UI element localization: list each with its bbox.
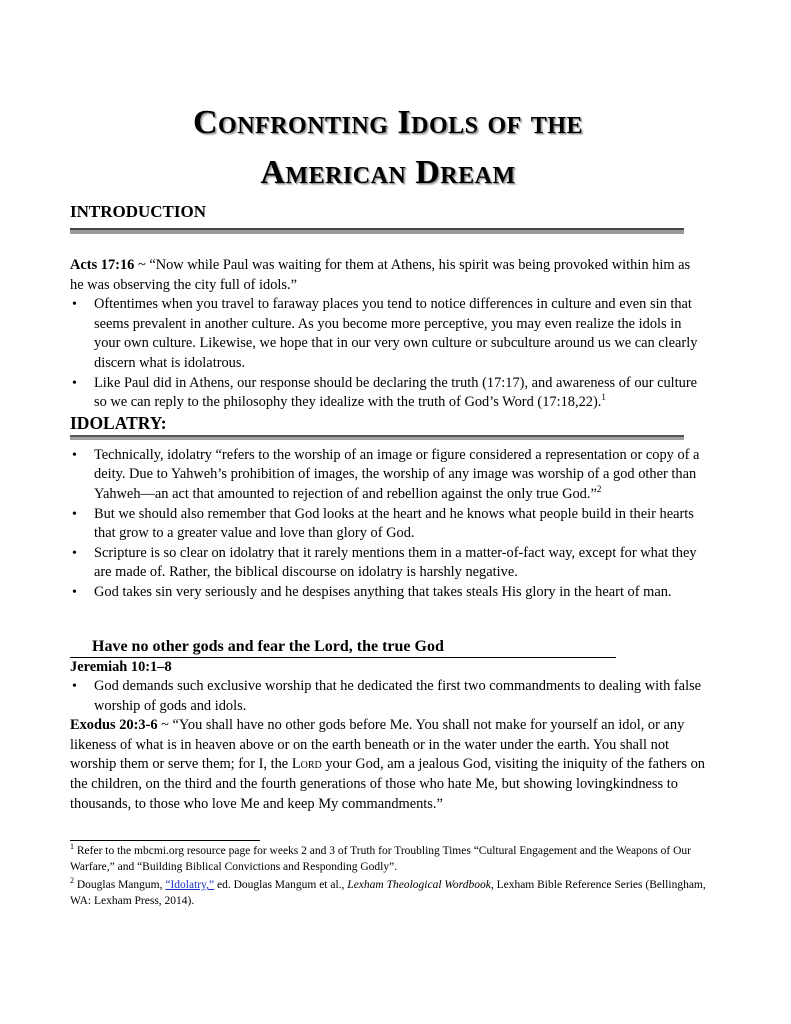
heading-divider: [70, 228, 684, 234]
list-item: • God takes sin very seriously and he despises anything that takes steals His glory in the heart of man.: [94, 583, 706, 603]
idolatry-link[interactable]: “Idolatry,”: [165, 879, 215, 892]
section-bullet-list: [70, 677, 706, 716]
exodus-verse: Exodus 20:3-6 ~ “You shall have no other gods before Me. You shall not make for yourself an idol, or any likeness of what is in heaven above or on the earth beneath or in the water under the earth. You shall not worship them or serve them; for I, the Lord your God, am a jealous God, visiting the iniquity of the fathers on the children, on the third and the fourth generations of those who hate Me, but showing lovingkindness to thousands, to those who love Me and keep My commandments.”: [70, 717, 706, 812]
list-item: • God demands such exclusive worship that he dedicated the first two commandments to dealing with false worship of gods and idols.: [94, 677, 706, 716]
title-line-1: Confronting Idols of the: [193, 104, 583, 141]
list-item: • But we should also remember that God looks at the heart and he knows what people build in their hearts that grow to a greater value and love than glory of God.: [94, 505, 706, 544]
acts-verse: [70, 256, 706, 295]
list-item: • Oftentimes when you travel to faraway places you tend to notice differences in culture and even sin that seems prevalent in another culture. As you become more perceptive, you may even realize the idols in your own culture. Likewise, we hope that in our very own culture or subculture around us we can clearly discern what is idolatrous.: [94, 295, 706, 373]
jeremiah-ref: Jeremiah 10:1–8: [70, 658, 172, 675]
acts-verse-text: ~ “Now while Paul was waiting for them at Athens, his spirit was being provoked within him as he was observing the city full of idols.”: [70, 257, 691, 293]
footnote-ref-1[interactable]: 1: [601, 392, 606, 403]
idolatry-bullet-list: [70, 446, 706, 603]
idolatry-heading: IDOLATRY:: [70, 412, 167, 433]
footnote-separator: [70, 840, 260, 841]
section-heading: Have no other gods and fear the Lord, the true God: [92, 637, 444, 655]
exodus-verse-ref: Exodus 20:3-6: [70, 717, 158, 734]
heading-divider: [70, 435, 684, 440]
book-title: Lexham Theological Wordbook: [347, 879, 491, 892]
title-line-2: American Dream: [260, 154, 516, 191]
document-page: [70, 0, 706, 909]
introduction-heading: INTRODUCTION: [70, 202, 207, 221]
footnote-2: $^2$ Douglas Mangum, “Idolatry,” ed. Douglas Mangum et al., Lexham Theological Wordbook, Lexham Bible Reference Series (Bellingham, WA: Lexham Press, 2014).: [70, 876, 706, 908]
footnote-1: $^1$ Refer to the mbcmi.org resource page for weeks 2 and 3 of Truth for Troubling Times “Cultural Engagement and the Weapons of Our Warfare,” and “Building Biblical Convictions and Responding Godly”.: [70, 842, 691, 874]
page-title: [70, 0, 706, 198]
list-item: • Scripture is so clear on idolatry that it rarely mentions them in a matter-of-fact way, except for what they are made of. Rather, the biblical discourse on idolatry is harshly negative.: [94, 544, 706, 583]
list-item: • Technically, idolatry “refers to the worship of an image or figure considered a representation or copy of a deity. Due to Yahweh’s prohibition of images, the worship of any image was worship of a god other than Yahweh—an act that amounted to rejection of and rebellion against the only true God.”$^2$: [94, 446, 706, 505]
acts-verse-ref: Acts 17:16: [70, 257, 135, 273]
list-item: • Like Paul did in Athens, our response should be declaring the truth (17:17), and awareness of our culture so we can reply to the philosophy they idealize with the truth of God’s Word (17:18,22).$^1$: [94, 374, 706, 413]
intro-bullet-list: [70, 295, 706, 413]
footnote-ref-2[interactable]: 2: [596, 484, 602, 495]
lord-small-caps: Lord: [291, 756, 322, 773]
